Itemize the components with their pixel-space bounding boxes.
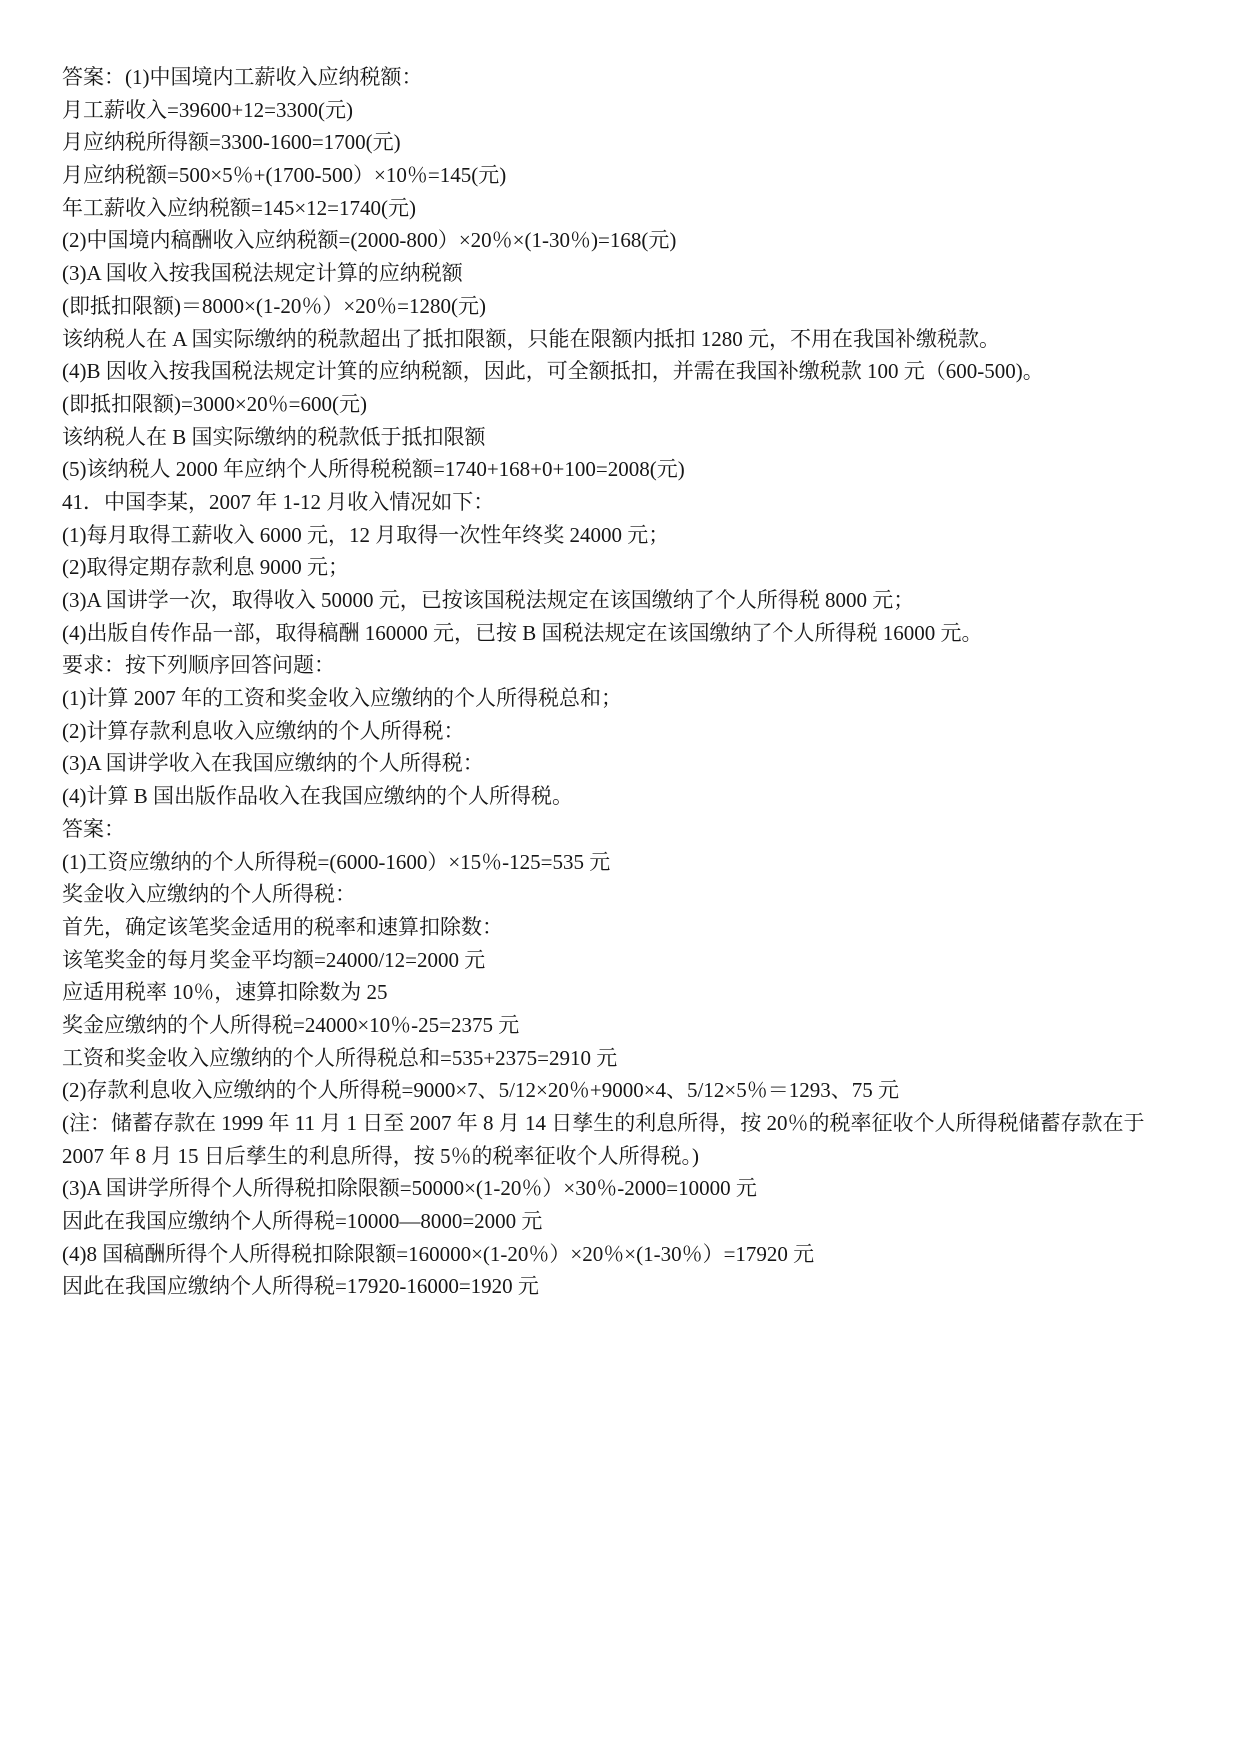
requirement-2: (2)计算存款利息收入应缴纳的个人所得税：	[62, 718, 465, 743]
requirement-1: (1)计算 2007 年的工资和奖金收入应缴纳的个人所得税总和；	[62, 686, 622, 711]
country-b-credit-limit-calc: (即抵扣限额)=3000×20％=600(元)	[62, 391, 368, 416]
bonus-rate-step: 首先，确定该笔奖金适用的税率和速算扣除数：	[62, 914, 503, 939]
total-tax-calc: (5)该纳税人 2000 年应纳个人所得税税额=1740+168+0+100=2008(元)	[62, 457, 685, 482]
question-41-section	[62, 486, 1201, 813]
country-b-tax-note: (4)B 因收入按我国税法规定计箕的应纳税额，因此，可全额抵扣，并需在我国补缴税款 100 元（600-500)。	[62, 359, 1044, 384]
monthly-salary-calc: 月工薪收入=39600+12=3300(元)	[62, 97, 354, 122]
interest-tax-calc: (2)存款利息收入应缴纳的个人所得税=9000×7、5/12×20％+9000×4、5/12×5％＝1293、75 元	[62, 1078, 899, 1103]
question-41-item-1: (1)每月取得工薪收入 6000 元，12 月取得一次性年终奖 24000 元；	[62, 522, 670, 547]
requirement-3: (3)A 国讲学收入在我国应缴纳的个人所得税：	[62, 751, 484, 776]
country-b-royalty-payable-calc: 因此在我国应缴纳个人所得税=17920-16000=1920 元	[62, 1274, 539, 1299]
monthly-tax-calc: 月应纳税额=500×5％+(1700-500）×10％=145(元)	[62, 163, 507, 188]
salary-bonus-total-calc: 工资和奖金收入应缴纳的个人所得税总和=535+2375=2910 元	[62, 1045, 618, 1070]
country-a-credit-note: 该纳税人在 A 国实际缴纳的税款超出了抵扣限额，只能在限额内抵扣 1280 元，不用在我国补缴税款。	[62, 326, 1001, 351]
country-a-lecture-payable-calc: 因此在我国应缴纳个人所得税=10000—8000=2000 元	[62, 1209, 543, 1234]
question-41-item-3: (3)A 国讲学一次，取得收入 50000 元，已按该国税法规定在该国缴纳了个人所得税 8000 元；	[62, 588, 915, 612]
bonus-monthly-average-calc: 该笔奖金的每月奖金平均额=24000/12=2000 元	[62, 947, 486, 972]
requirement-4: (4)计算 B 国出版作品收入在我国应缴纳的个人所得税。	[62, 784, 573, 809]
monthly-taxable-income-calc: 月应纳税所得额=3300-1600=1700(元)	[62, 130, 401, 155]
answer-41-section	[62, 813, 1201, 1303]
interest-tax-note-line-2: 2007 年 8 月 15 日后孳生的利息所得，按 5％的税率征收个人所得税。)	[62, 1143, 699, 1168]
country-b-payment-note: 该纳税人在 B 国实际缴纳的税款低于抵扣限额	[62, 424, 486, 449]
bonus-tax-heading: 奖金收入应缴纳的个人所得税：	[62, 882, 356, 907]
country-b-royalty-limit-calc: (4)8 国稿酬所得个人所得税扣除限额=160000×(1-20％）×20％×(1-30％）=17920 元	[62, 1241, 815, 1266]
salary-tax-calc: (1)工资应缴纳的个人所得税=(6000-1600）×15％-125=535 元	[62, 849, 611, 874]
question-41-item-4: (4)出版自传作品一部，取得稿酬 160000 元，已按 B 国税法规定在该国缴纳了个人所得税 16000 元。	[62, 620, 983, 645]
question-41-item-2: (2)取得定期存款利息 9000 元；	[62, 555, 349, 580]
requirements-heading: 要求：按下列顺序回答问题：	[62, 653, 335, 678]
country-a-tax-heading: (3)A 国收入按我国税法规定计算的应纳税额	[62, 261, 463, 286]
bonus-rate-note: 应适用税率 10％，速算扣除数为 25	[62, 980, 388, 1005]
annual-salary-tax-calc: 年工薪收入应纳税额=145×12=1740(元)	[62, 195, 417, 220]
question-41-title: 41．中国李某，2007 年 1-12 月收入情况如下：	[62, 489, 495, 514]
country-a-lecture-limit-calc: (3)A 国讲学所得个人所得税扣除限额=50000×(1-20％）×30％-2000=10000 元	[62, 1176, 757, 1201]
answer-part1-heading: 答案：(1)中国境内工薪收入应纳税额：	[62, 65, 423, 89]
answer-40-section	[62, 61, 1201, 486]
interest-tax-note-line-1: (注：储蓄存款在 1999 年 11 月 1 日至 2007 年 8 月 14 日孳生的利息所得，按 20％的税率征收个人所得税储蓄存款在于	[62, 1111, 1145, 1135]
country-a-credit-limit-calc: (即抵扣限额)＝8000×(1-20％）×20％=1280(元)	[62, 293, 486, 318]
royalty-tax-calc: (2)中国境内稿酬收入应纳税额=(2000-800）×20％×(1-30％)=168(元)	[62, 228, 677, 253]
answer-heading: 答案：	[62, 816, 125, 841]
bonus-tax-calc: 奖金应缴纳的个人所得税=24000×10％-25=2375 元	[62, 1012, 520, 1037]
